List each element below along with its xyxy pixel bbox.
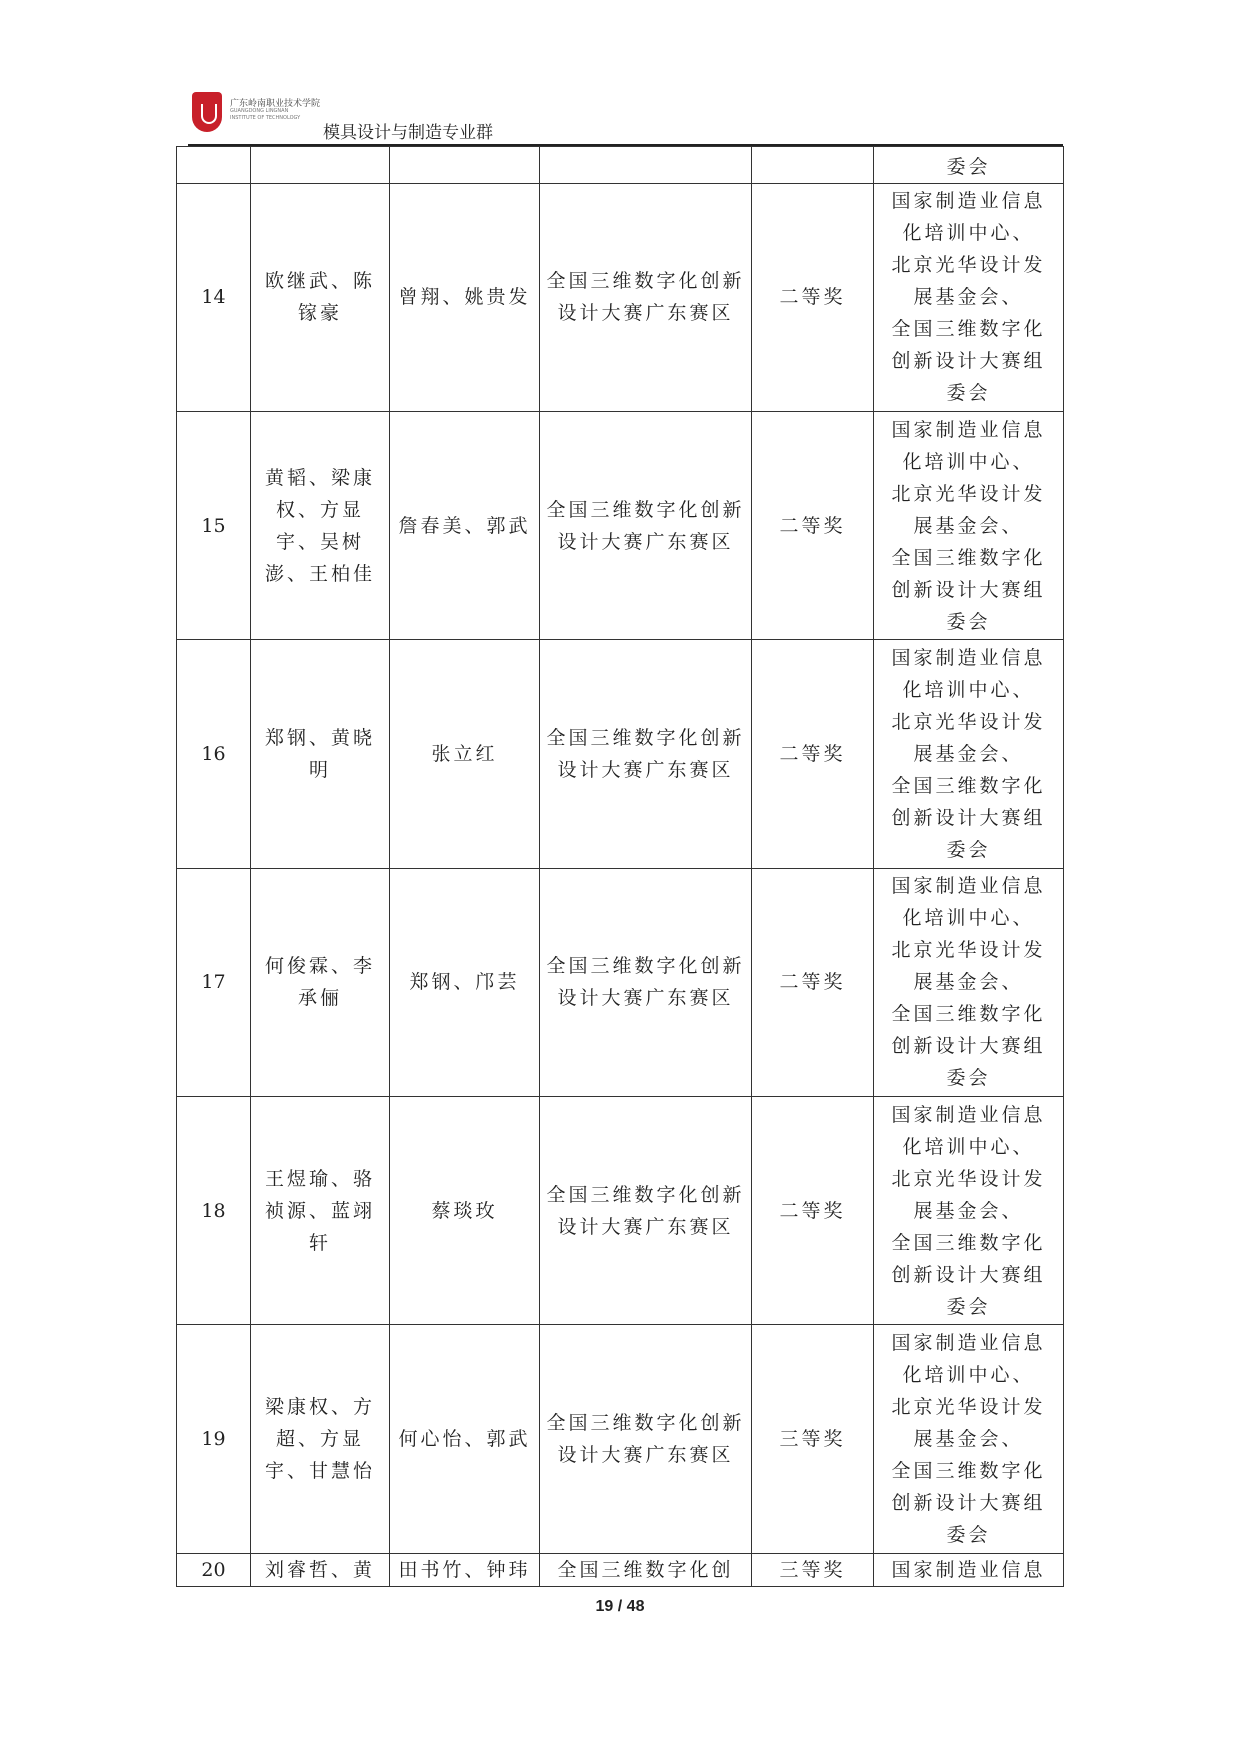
org-line: 化培训中心、 bbox=[902, 222, 1035, 245]
org-line: 国家制造业信息 bbox=[891, 190, 1046, 213]
org-line: 化培训中心、 bbox=[902, 450, 1035, 473]
students-cell: 郑钢、黄晓明 bbox=[251, 640, 390, 868]
students-cell: 刘睿哲、黄 bbox=[251, 1553, 390, 1587]
table-row bbox=[177, 1553, 1064, 1587]
students-cell: 何俊霖、李承俪 bbox=[251, 868, 390, 1096]
org-cell bbox=[874, 1096, 1064, 1324]
competition-cell: 全国三维数字化创新设计大赛广东赛区 bbox=[540, 411, 752, 639]
org-line: 委会 bbox=[946, 610, 991, 633]
org-cell bbox=[874, 640, 1064, 868]
table-row bbox=[177, 411, 1064, 639]
students-cell: 王煜瑜、骆祯源、蓝翊轩 bbox=[251, 1096, 390, 1324]
org-line: 北京光华设计发 bbox=[891, 710, 1046, 733]
org-cell bbox=[874, 1325, 1064, 1553]
students-cell: 欧继武、陈镓豪 bbox=[251, 183, 390, 411]
org-line: 北京光华设计发 bbox=[891, 254, 1046, 277]
org-line: 委会 bbox=[946, 1523, 991, 1546]
no-cell: 16 bbox=[177, 640, 251, 868]
org-line: 展基金会、 bbox=[913, 286, 1024, 309]
award-cell: 二等奖 bbox=[752, 640, 874, 868]
org-line: 国家制造业信息 bbox=[891, 418, 1046, 441]
org-line: 北京光华设计发 bbox=[891, 1167, 1046, 1190]
org-line: 化培训中心、 bbox=[902, 1135, 1035, 1158]
org-line: 全国三维数字化 bbox=[891, 1459, 1046, 1482]
org-line: 展基金会、 bbox=[913, 1427, 1024, 1450]
table-row bbox=[177, 183, 1064, 411]
org-line: 国家制造业信息 bbox=[891, 646, 1046, 669]
award-cell: 二等奖 bbox=[752, 1096, 874, 1324]
org-line: 创新设计大赛组 bbox=[891, 1491, 1046, 1514]
org-line: 化培训中心、 bbox=[902, 907, 1035, 930]
org-line: 北京光华设计发 bbox=[891, 939, 1046, 962]
no-cell: 19 bbox=[177, 1325, 251, 1553]
org-line: 全国三维数字化 bbox=[891, 318, 1046, 341]
teachers-cell: 何心怡、郭武 bbox=[390, 1325, 540, 1553]
students-cell: 黄韬、梁康权、方显宇、吴树澎、王柏佳 bbox=[251, 411, 390, 639]
org-line: 创新设计大赛组 bbox=[891, 1035, 1046, 1058]
award-cell: 二等奖 bbox=[752, 411, 874, 639]
org-line: 创新设计大赛组 bbox=[891, 350, 1046, 373]
org-line: 委会 bbox=[946, 1295, 991, 1318]
no-cell: 18 bbox=[177, 1096, 251, 1324]
org-line: 国家制造业信息 bbox=[891, 1558, 1046, 1581]
awards-table bbox=[176, 146, 1064, 1587]
teachers-cell: 田书竹、钟玮 bbox=[390, 1553, 540, 1587]
award-cell: 二等奖 bbox=[752, 183, 874, 411]
competition-cell: 全国三维数字化创新设计大赛广东赛区 bbox=[540, 183, 752, 411]
competition-cell: 全国三维数字化创新设计大赛广东赛区 bbox=[540, 1325, 752, 1553]
no-cell: 15 bbox=[177, 411, 251, 639]
org-line: 北京光华设计发 bbox=[891, 482, 1046, 505]
teachers-cell: 曾翔、姚贵发 bbox=[390, 183, 540, 411]
org-line: 北京光华设计发 bbox=[891, 1395, 1046, 1418]
table-row-continuation bbox=[177, 147, 1064, 184]
org-line: 全国三维数字化 bbox=[891, 774, 1046, 797]
award-cell: 三等奖 bbox=[752, 1553, 874, 1587]
org-line: 化培训中心、 bbox=[902, 678, 1035, 701]
no-cell: 20 bbox=[177, 1553, 251, 1587]
org-line: 国家制造业信息 bbox=[891, 1331, 1046, 1354]
org-line: 全国三维数字化 bbox=[891, 1003, 1046, 1026]
page-number: 19 / 48 bbox=[595, 1598, 645, 1615]
header-title: 模具设计与制造专业群 bbox=[323, 123, 493, 143]
teachers-cell: 蔡琰玫 bbox=[390, 1096, 540, 1324]
school-name-cn: 广东岭南职业技术学院 bbox=[230, 99, 321, 109]
org-cell bbox=[874, 868, 1064, 1096]
no-cell: 17 bbox=[177, 868, 251, 1096]
students-cell: 梁康权、方超、方显宇、甘慧怡 bbox=[251, 1325, 390, 1553]
org-line: 展基金会、 bbox=[913, 742, 1024, 765]
teachers-cell: 郑钢、邝芸 bbox=[390, 868, 540, 1096]
org-line: 创新设计大赛组 bbox=[891, 1263, 1046, 1286]
page-header bbox=[188, 88, 1063, 146]
table-row bbox=[177, 868, 1064, 1096]
school-logo-icon bbox=[192, 92, 222, 132]
org-line: 委会 bbox=[946, 838, 991, 861]
org-line: 全国三维数字化 bbox=[891, 546, 1046, 569]
competition-cell: 全国三维数字化创新设计大赛广东赛区 bbox=[540, 640, 752, 868]
org-line: 国家制造业信息 bbox=[891, 1103, 1046, 1126]
award-cell: 三等奖 bbox=[752, 1325, 874, 1553]
competition-cell: 全国三维数字化创 bbox=[540, 1553, 752, 1587]
org-cell: 委会 bbox=[874, 147, 1064, 184]
teachers-cell: 詹春美、郭武 bbox=[390, 411, 540, 639]
org-line: 创新设计大赛组 bbox=[891, 806, 1046, 829]
table-row bbox=[177, 1325, 1064, 1553]
school-name-en: GUANGDONG LINGNAN INSTITUTE OF TECHNOLOGY bbox=[230, 108, 301, 121]
table-row bbox=[177, 640, 1064, 868]
org-line: 化培训中心、 bbox=[902, 1363, 1035, 1386]
org-line: 委会 bbox=[946, 382, 991, 405]
award-cell: 二等奖 bbox=[752, 868, 874, 1096]
competition-cell: 全国三维数字化创新设计大赛广东赛区 bbox=[540, 868, 752, 1096]
org-line: 展基金会、 bbox=[913, 514, 1024, 537]
org-cell bbox=[874, 183, 1064, 411]
no-cell: 14 bbox=[177, 183, 251, 411]
org-line: 展基金会、 bbox=[913, 1199, 1024, 1222]
org-cell bbox=[874, 411, 1064, 639]
competition-cell: 全国三维数字化创新设计大赛广东赛区 bbox=[540, 1096, 752, 1324]
org-line: 创新设计大赛组 bbox=[891, 578, 1046, 601]
org-line: 国家制造业信息 bbox=[891, 875, 1046, 898]
table-row bbox=[177, 1096, 1064, 1324]
org-cell bbox=[874, 1553, 1064, 1587]
org-line: 全国三维数字化 bbox=[891, 1231, 1046, 1254]
org-line: 委会 bbox=[946, 1067, 991, 1090]
org-line: 展基金会、 bbox=[913, 971, 1024, 994]
teachers-cell: 张立红 bbox=[390, 640, 540, 868]
